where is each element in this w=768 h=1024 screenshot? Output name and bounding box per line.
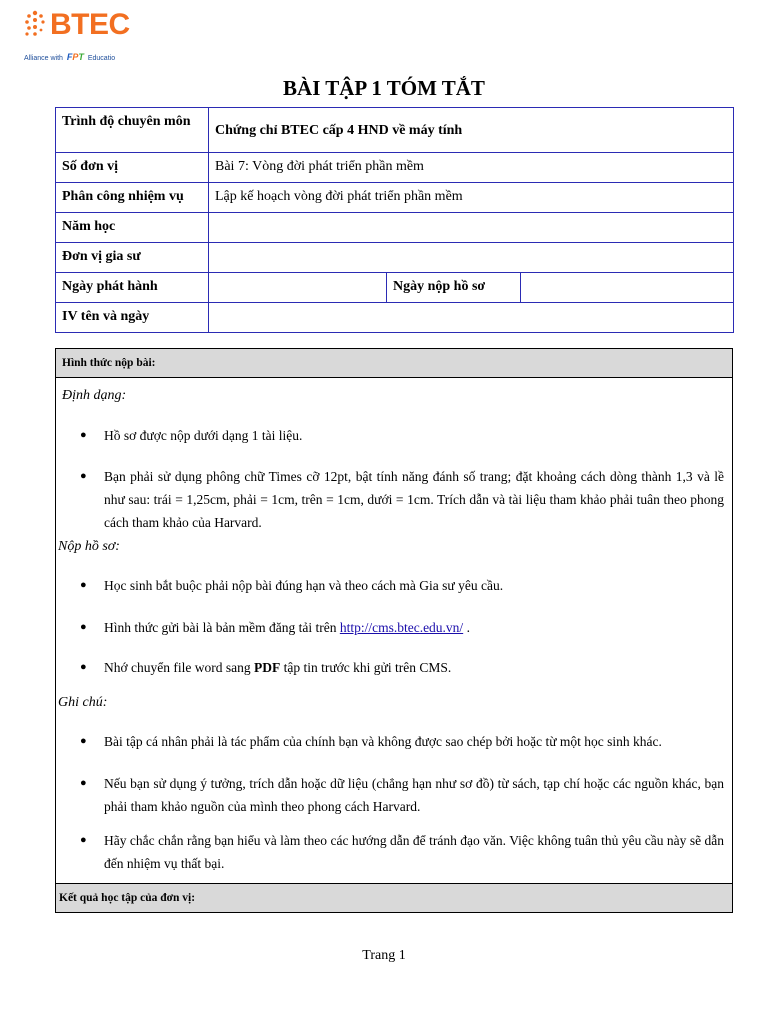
label-assignment: Phân công nhiệm vụ [56, 183, 209, 213]
logo-education-text: Educatio [87, 55, 116, 62]
table-row [56, 303, 734, 333]
value-academic-year [209, 213, 734, 243]
bullet-icon: ● [80, 470, 87, 482]
label-academic-year: Năm học [56, 213, 209, 243]
format-heading: Định dạng: [62, 388, 127, 403]
value-assignment: Lập kế hoạch vòng đời phát triển phần mềm [209, 183, 734, 213]
bullet-icon: ● [80, 661, 87, 673]
logo-alliance-line [24, 52, 115, 64]
bullet-icon: ● [80, 429, 87, 441]
label-issue-date: Ngày phát hành [56, 273, 209, 303]
page-title: BÀI TẬP 1 TÓM TẮT [283, 76, 485, 100]
table-row [56, 243, 734, 273]
value-tutor [209, 243, 734, 273]
submission-section [55, 348, 733, 913]
value-iv-name-date [209, 303, 734, 333]
learning-outcomes-header: Kết quả học tập của đơn vị: [56, 883, 732, 912]
notes-heading: Ghi chú: [58, 695, 108, 710]
list-item: ● Bài tập cá nhân phải là tác phẩm của chính bạn và không được sao chép bởi hoặc từ một học sinh khác. [80, 730, 724, 753]
btec-logo [24, 8, 144, 68]
label-iv-name-date: IV tên và ngày [56, 303, 209, 333]
label-qualification: Trình độ chuyên môn [56, 108, 209, 153]
logo-alliance-text: Alliance with [24, 55, 63, 62]
table-row [56, 153, 734, 183]
list-item: ● Hãy chắc chắn rằng bạn hiểu và làm theo các hướng dẫn để tránh đạo văn. Việc không tuân thủ yêu cầu này sẽ dẫn đến nhiệm vụ thất bại. [80, 829, 724, 875]
value-submission-date [521, 273, 734, 303]
table-row [56, 108, 734, 153]
label-tutor: Đơn vị gia sư [56, 243, 209, 273]
bullet-icon: ● [80, 735, 87, 747]
logo-wordmark: BTEC [50, 8, 130, 41]
submission-header: Hình thức nộp bài: [56, 349, 732, 378]
list-item: ● Hình thức gửi bài là bản mềm đăng tải trên http://cms.btec.edu.vn/ . [80, 616, 724, 639]
list-item: ● Học sinh bắt buộc phải nộp bài đúng hạn và theo cách mà Gia sư yêu cầu. [80, 574, 724, 597]
list-item: ● Hồ sơ được nộp dưới dạng 1 tài liệu. [80, 424, 724, 447]
submit-heading: Nộp hồ sơ: [58, 539, 120, 554]
label-unit-number: Số đơn vị [56, 153, 209, 183]
cms-link[interactable]: http://cms.btec.edu.vn/ [339, 620, 464, 635]
list-item: ● Bạn phải sử dụng phông chữ Times cỡ 12pt, bật tính năng đánh số trang; đặt khoảng cách dòng thành 1,3 và lề như sau: trái = 1,25cm, phải = 1cm, trên = 1cm, dưới = 1cm. Trích dẫn và tài liệu tham khảo phải tuân theo phong cách tham khảo của Harvard. [80, 465, 724, 534]
value-issue-date [209, 273, 387, 303]
table-row [56, 183, 734, 213]
table-row [56, 273, 734, 303]
bullet-icon: ● [80, 621, 87, 633]
bullet-icon: ● [80, 834, 87, 846]
fpt-logo: FPT [66, 52, 84, 62]
assignment-info-table [55, 107, 734, 333]
list-item: ● Nhớ chuyển file word sang PDF tập tin trước khi gửi trên CMS. [80, 656, 724, 679]
bullet-icon: ● [80, 579, 87, 591]
btec-dots-icon [24, 10, 46, 40]
value-unit-number: Bài 7: Vòng đời phát triển phần mềm [209, 153, 734, 183]
bullet-icon: ● [80, 777, 87, 789]
value-qualification: Chứng chỉ BTEC cấp 4 HND về máy tính [209, 108, 734, 153]
label-submission-date: Ngày nộp hồ sơ [387, 273, 521, 303]
page-number: Trang 1 [362, 948, 406, 963]
table-row [56, 213, 734, 243]
list-item: ● Nếu bạn sử dụng ý tưởng, trích dẫn hoặc dữ liệu (chẳng hạn như sơ đồ) từ sách, tạp chí hoặc các nguồn khác, bạn phải tham khảo nguồn của mình theo phong cách Harvard. [80, 772, 724, 818]
